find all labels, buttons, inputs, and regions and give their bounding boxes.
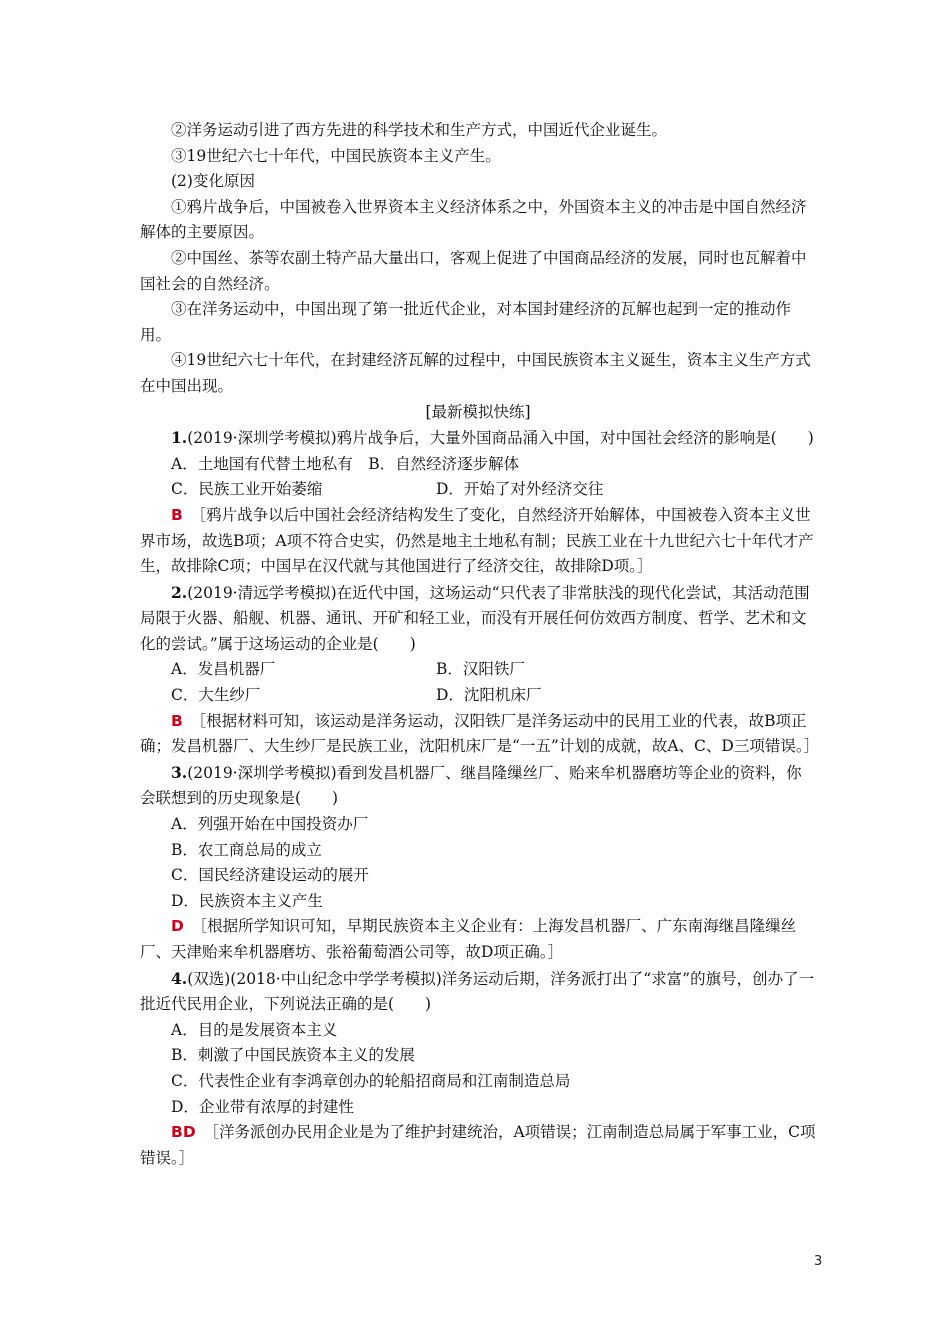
answer-paragraph <box>140 503 816 580</box>
option-line: C．代表性企业有李鸿章创办的轮船招商局和江南制造总局 <box>171 1071 571 1090</box>
summary-line: ③19世纪六七十年代，中国民族资本主义产生。 <box>171 146 501 165</box>
question-number: 4. <box>171 968 188 988</box>
question-stem <box>140 425 816 452</box>
answer-explanation: ［根据材料可知，该运动是洋务运动，汉阳铁厂是洋务运动中的民用工业的代表，故B项正确；发昌机器厂、大生纱厂是民族工业，沈阳机床厂是“一五”计划的成就，故A、C、D三项错误。］ <box>140 711 820 756</box>
option-row <box>140 477 816 503</box>
answer-key: BD <box>171 1123 196 1142</box>
option: D．开始了对外经济交往 <box>436 480 604 499</box>
option-line: B．刺激了中国民族资本主义的发展 <box>171 1046 415 1065</box>
question-stem <box>140 580 816 658</box>
answer-explanation: ［鸦片战争以后中国社会经济结构发生了变化，自然经济开始解体，中国被卷入资本主义世界市场，故选B项；A项不符合史实，仍然是地主土地私有制；民族工业在十九世纪六七十年代才产生，故排除C项；中国早在汉代就与其他国进行了经济交往，故排除D项。］ <box>140 505 814 576</box>
answer-explanation: ［根据所学知识可知，早期民族资本主义企业有：上海发昌机器厂、广东南海继昌隆缫丝厂、天津贻来牟机器磨坊、张裕葡萄酒公司等，故D项正确。］ <box>140 917 797 961</box>
option: D．沈阳机床厂 <box>436 686 542 705</box>
document-page <box>140 118 820 1171</box>
option-line: C．国民经济建设运动的展开 <box>171 866 369 885</box>
question-stem <box>140 966 816 1018</box>
answer-explanation: ［洋务派创办民用企业是为了维护封建统治，A项错误；江南制造总局属于军事工业，C项错误。］ <box>140 1123 816 1167</box>
option-line: B．农工商总局的成立 <box>171 840 322 859</box>
answer-key: B <box>171 505 183 524</box>
answer-key: D <box>171 917 184 936</box>
option: A．发昌机器厂 <box>171 660 276 679</box>
option: C．大生纱厂 <box>171 686 261 705</box>
answer-paragraph <box>140 1120 816 1171</box>
answer-paragraph <box>140 914 816 965</box>
option-line: A．列强开始在中国投资办厂 <box>171 815 369 834</box>
question-text: (2019·清远学考模拟)在近代中国，这场运动“只代表了非常肤浅的现代化尝试，其活动范围局限于火器、船舰、机器、通讯、开矿和轻工业，而没有开展任何仿效西方制度、哲学、艺术和文化的尝试。”属于这场运动的企业是( ) <box>140 583 810 653</box>
question-number: 3. <box>171 762 188 782</box>
question-number: 1. <box>171 428 188 448</box>
option-row <box>140 657 816 683</box>
question-number: 2. <box>171 582 188 602</box>
option: B．汉阳铁厂 <box>436 660 525 679</box>
answer-paragraph <box>140 709 820 760</box>
reason-paragraph: ③在洋务运动中，中国出现了第一批近代企业，对本国封建经济的瓦解也起到一定的推动作用。 <box>140 300 792 344</box>
question-stem <box>140 760 816 812</box>
answer-key: B <box>171 711 183 730</box>
question-text: (2019·深圳学考模拟)看到发昌机器厂、继昌隆缫丝厂、贻来牟机器磨坊等企业的资料，你会联想到的历史现象是( ) <box>140 763 802 808</box>
summary-line: ②洋务运动引进了西方先进的科学技术和生产方式，中国近代企业诞生。 <box>171 121 668 139</box>
page-number: 3 <box>814 1254 823 1269</box>
option-row <box>140 683 816 709</box>
question-text: (双选)(2018·中山纪念中学学考模拟)洋务运动后期，洋务派打出了“求富”的旗号，创办了一批近代民用企业，下列说法正确的是( ) <box>140 969 815 1014</box>
reason-paragraph: ②中国丝、茶等农副土特产品大量出口，客观上促进了中国商品经济的发展，同时也瓦解着中国社会的自然经济。 <box>140 248 807 293</box>
option-line: A．土地国有代替土地私有 B．自然经济逐步解体 <box>171 454 520 473</box>
option: C．民族工业开始萎缩 <box>171 480 323 499</box>
reason-paragraph: ①鸦片战争后，中国被卷入世界资本主义经济体系之中，外国资本主义的冲击是中国自然经济解体的主要原因。 <box>140 197 807 242</box>
reason-paragraph: ④19世纪六七十年代，在封建经济瓦解的过程中，中国民族资本主义诞生，资本主义生产方式在中国出现。 <box>140 351 811 395</box>
question-text: (2019·深圳学考模拟)鸦片战争后，大量外国商品涌入中国，对中国社会经济的影响是( ) <box>187 429 814 448</box>
option-line: D．企业带有浓厚的封建性 <box>171 1097 354 1116</box>
summary-heading: (2)变化原因 <box>171 172 255 191</box>
option-line: A．目的是发展资本主义 <box>171 1020 338 1039</box>
section-title: [最新模拟快练] <box>425 402 531 421</box>
option-line: D．民族资本主义产生 <box>171 891 323 910</box>
